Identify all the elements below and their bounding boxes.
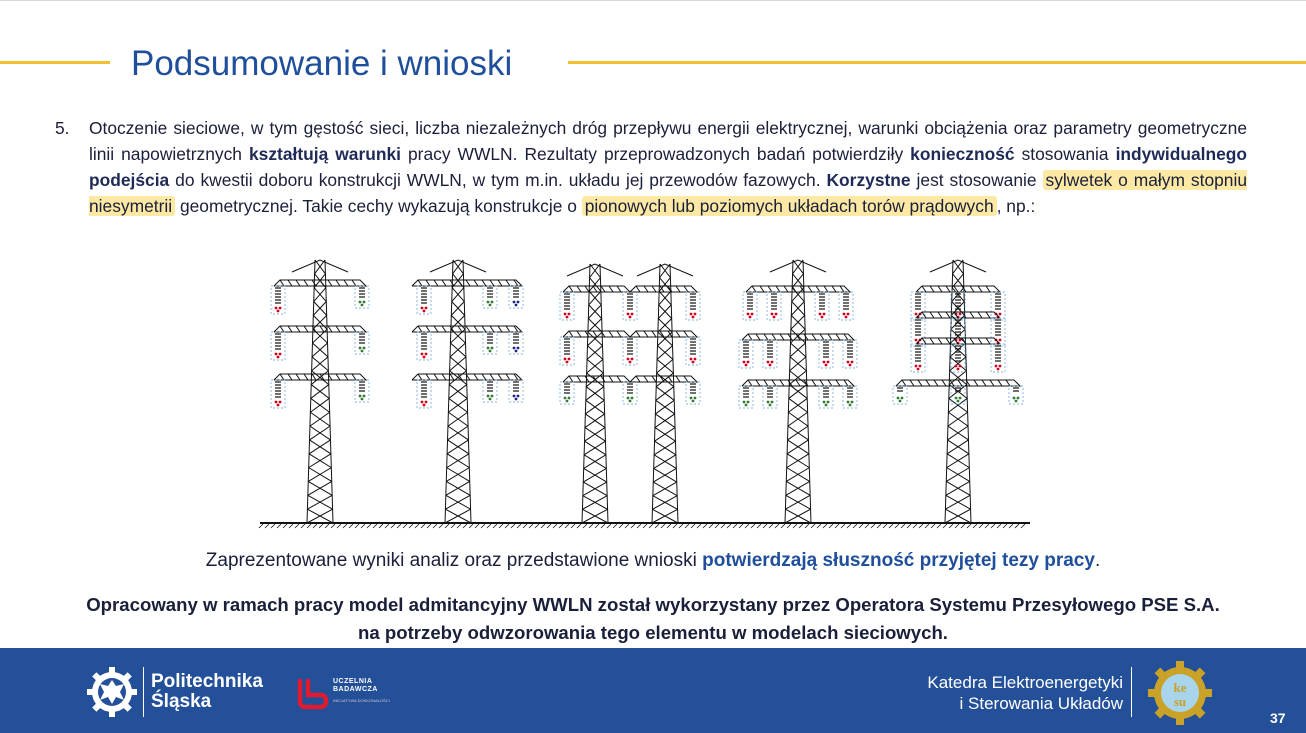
department-name	[927, 672, 1123, 714]
tower-double-b	[630, 264, 700, 523]
title-rule-right	[568, 61, 1306, 64]
research-university-logo-mark	[294, 675, 330, 711]
insulator-string	[843, 340, 857, 368]
department-line-1: Katedra Elektroenergetyki	[927, 673, 1123, 692]
university-line-2: Śląska	[151, 691, 212, 712]
conclusion-bold: potwierdzają słuszność przyjętej tezy pracy	[702, 550, 1095, 571]
insulator-string	[911, 344, 925, 372]
highlight-run: sylwetek o małym stopniu niesymetrii	[89, 170, 1247, 216]
tower-silhouettes-figure	[255, 252, 1035, 532]
text-run: stosowania	[1014, 144, 1116, 164]
final-line-1: Opracowany w ramach pracy model admitancyjny WWLN został wykorzystany przez Operatora Systemu Przesyłowego PSE S.A.	[86, 594, 1220, 615]
insulator-string	[417, 380, 431, 408]
insulator-string	[893, 386, 907, 404]
text-run: jest stosowanie	[910, 170, 1043, 190]
point-text	[89, 115, 1247, 219]
kesu-gear-logo	[1145, 658, 1215, 728]
insulator-string	[623, 292, 637, 320]
tower-double-a	[560, 264, 637, 523]
insulator-string	[815, 292, 829, 320]
conclusion-text: Zaprezentowane wyniki analiz oraz przedstawione wnioski	[205, 550, 703, 571]
bold-run: kształtują warunki	[249, 144, 401, 164]
ground-hatch	[259, 524, 1025, 528]
insulator-string	[763, 386, 777, 408]
insulator-string	[483, 332, 497, 354]
insulator-string	[560, 382, 574, 404]
summary-point-5	[55, 115, 1247, 219]
insulator-string	[739, 340, 753, 368]
insulator-string	[271, 332, 285, 360]
final-line-2: na potrzeby odwzorowania tego elementu w modelach sieciowych.	[358, 622, 948, 643]
logo-separator	[143, 667, 144, 717]
svg-text:ke: ke	[1173, 680, 1187, 695]
insulator-string	[819, 386, 833, 408]
insulator-string	[509, 286, 523, 308]
university-line-1: Politechnika	[151, 671, 263, 692]
research-university-text	[333, 678, 378, 694]
text-run: Otoczenie sieciowe, w tym gęstość sieci, liczba niezależnych dróg przepływu energii elektrycznej, warunki obciążenia oraz parametry geometryczne linii napowietrznych	[89, 118, 1247, 164]
bold-run: indywidualnego podejścia	[89, 144, 1247, 190]
tower-vertical-2	[412, 260, 523, 523]
tower-vertical-1	[271, 260, 369, 523]
bold-run: Korzystne	[826, 170, 911, 190]
insulator-string	[417, 332, 431, 360]
politechnika-eagle-gear-logo	[86, 666, 138, 718]
point-number: 5.	[55, 118, 70, 138]
insulator-string	[271, 380, 285, 408]
insulator-string	[355, 332, 369, 354]
text-run: , np.:	[996, 196, 1036, 216]
text-run: geometrycznej. Takie cechy wykazują konstrukcje o	[175, 196, 582, 216]
insulator-string	[843, 386, 857, 408]
insulator-string	[355, 286, 369, 308]
text-run: pracy WWLN. Rezultaty przeprowadzonych badań potwierdziły	[400, 144, 911, 164]
department-line-2: i Sterowania Układów	[959, 694, 1123, 713]
title-rule-left	[0, 61, 110, 64]
insulator-string	[509, 332, 523, 354]
insulator-string	[767, 292, 781, 320]
highlight-run: pionowych lub poziomych układach torów prądowych	[582, 196, 997, 216]
final-statement	[0, 591, 1306, 647]
slide-title: Podsumowanie i wnioski	[131, 44, 513, 83]
insulator-string	[509, 380, 523, 402]
insulator-string	[743, 292, 757, 320]
politechnika-wordmark	[151, 672, 263, 712]
top-border	[0, 0, 1306, 1]
insulator-string	[623, 382, 637, 404]
insulator-string	[417, 286, 431, 314]
insulator-string	[739, 386, 753, 408]
text-run: do kwestii doboru konstrukcji WWLN, w tym m.in. układu jej przewodów fazowych.	[169, 170, 827, 190]
insulator-string	[271, 286, 285, 314]
tower-multilevel	[739, 260, 857, 523]
insulator-string	[560, 337, 574, 365]
ub-line-2: BADAWCZA	[333, 686, 378, 693]
department-separator	[1131, 667, 1132, 717]
insulator-string	[686, 382, 700, 404]
conclusion-line	[0, 550, 1306, 572]
insulator-string	[483, 380, 497, 402]
bold-run: konieczność	[910, 144, 1015, 164]
insulator-string	[819, 340, 833, 368]
page-number: 37	[1270, 710, 1286, 726]
research-university-subtext: INICJATYWA DOSKONAŁOŚCI	[333, 698, 390, 703]
insulator-string	[560, 292, 574, 320]
insulator-string	[686, 292, 700, 320]
insulator-string	[763, 340, 777, 368]
ub-line-1: UCZELNIA	[333, 678, 373, 685]
insulator-string	[483, 286, 497, 308]
conclusion-end: .	[1094, 550, 1101, 571]
insulator-string	[355, 380, 369, 402]
insulator-string	[686, 337, 700, 365]
insulator-string	[623, 337, 637, 365]
insulator-string	[1009, 386, 1023, 404]
insulator-string	[839, 292, 853, 320]
insulator-string	[991, 344, 1005, 372]
tower-narrow-wide-base	[893, 260, 1023, 523]
svg-text:su: su	[1173, 694, 1187, 709]
insulator-string	[951, 292, 965, 320]
